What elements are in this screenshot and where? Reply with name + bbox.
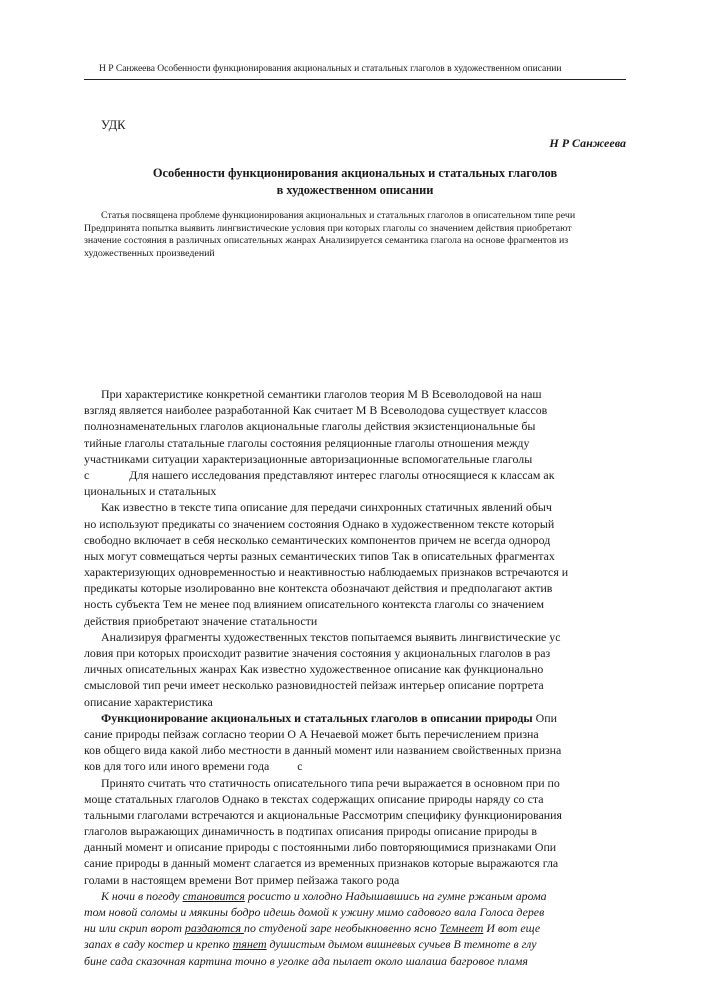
header-rule (84, 79, 626, 80)
body-line: голами в настоящем времени Вот пример пейзажа такого рода (84, 872, 400, 887)
body-line: смысловой тип речи имеет несколько разновидностей пейзаж интерьер описание портрета (84, 678, 544, 693)
body-line: свободно включает в себя несколько семантических компонентов причем не всегда однород (84, 532, 551, 547)
title-line: Особенности функционирования акциональных и статальных глаголов (152, 166, 558, 180)
section-heading: Функционирование акциональных и статальных глаголов в описании природы (101, 710, 533, 725)
body-line (84, 758, 626, 774)
body-line: моще статальных глаголов Однако в текстах содержащих описание природы наряду со ста (84, 791, 544, 806)
body-line: ков общего вида какой либо местности в данный момент или названием свойственных призна (84, 743, 562, 758)
body-line: предикаты которые изолированно вне контекста обозначают действия и предполагают актив (84, 581, 553, 596)
body-line: участниками ситуации характеризационные авторизационные вспомогательные глаголы (84, 451, 533, 466)
body-line: Анализируя фрагменты художественных текстов попытаемся выявить лингвистические ус (101, 629, 561, 644)
body-fragment: ков для того или иного времени года (84, 759, 270, 774)
body-fragment: Опи (532, 710, 557, 725)
body-line: описание характеристика (84, 694, 213, 709)
body-line: глаголов выражающих динамичность в подтипах описания природы описание природы в (84, 824, 538, 839)
body-line (84, 467, 626, 483)
quote-line (84, 888, 626, 904)
quote-fragment: росисто и холодно Надышавшись на гумне ржаным арома (244, 888, 547, 903)
title-line: в художественном описании (276, 183, 434, 197)
quote-fragment: душистым дымом вишневых сучьев В темноте в глу (266, 937, 537, 952)
body-fragment: Для нашего исследования представляют интерес глаголы относящиеся к классам ак (129, 467, 555, 482)
quote-fragment: К ночи в погоду (101, 888, 183, 903)
body-line: но используют предикаты со значением состояния Однако в художественном тексте который (84, 516, 555, 531)
author-name: Н Р Санжеева (549, 136, 626, 150)
body-line: данный момент и описание природы с постоянными либо повторяющимися признаками Опи (84, 840, 557, 855)
body-line: действия приобретают значение статальности (84, 613, 318, 628)
body-text (84, 386, 626, 969)
abstract-line: художественных произведений (84, 247, 215, 259)
body-line: характеризующих одновременностью и неактивностью наблюдаемых признаков встречаются и (84, 565, 569, 580)
running-header: Н Р Санжеева Особенности функционирования акциональных и статальных глаголов в художественном описании (99, 63, 562, 74)
quote-line (84, 936, 626, 952)
quote-line: том новой соломы и мякины бодро идешь домой к ужину мимо садового вала Голоса дерев (84, 905, 545, 919)
quote-fragment: по студеной заре необыкновенно ясно (244, 921, 440, 936)
body-fragment: с (84, 467, 90, 482)
abstract-line: значение состояния в различных описательных жанрах Анализируется семантика глагола на основе фрагментов из (84, 235, 569, 246)
quote-fragment: запах в саду костер и крепко (84, 937, 233, 952)
abstract-line: Предпринята попытка выявить лингвистические условия при которых глаголы со значением действия приобретают (84, 222, 572, 234)
highlighted-verb: тянет (232, 937, 267, 952)
quote-fragment: ни или скрип ворот (84, 921, 185, 936)
body-line (84, 710, 626, 726)
quote-fragment: И вот еще (483, 921, 541, 936)
udk-label: УДК (101, 118, 126, 132)
body-line: Принято считать что статичность описательного типа речи выражается в основном при по (101, 775, 560, 790)
body-line: циональных и статальных (84, 484, 217, 499)
abstract (84, 210, 626, 260)
body-line: личных описательных жанрах Как известно художественное описание как функционально (84, 662, 544, 677)
abstract-line: Статья посвящена проблеме функционирования акциональных и статальных глаголов в описательном типе речи (101, 210, 576, 221)
highlighted-verb: становится (182, 888, 245, 903)
body-line: ных могут совмещаться черты разных семантических типов Так в описательных фрагментах (84, 548, 555, 563)
body-fragment: с (297, 759, 303, 774)
body-line: Как известно в тексте типа описание для передачи синхронных статичных явлений обыч (101, 500, 552, 515)
quote-line (84, 920, 626, 936)
body-line: тальными глаголами встречаются и акциональные Рассмотрим специфику функционирования (84, 807, 562, 822)
quote-line: бине сада сказочная картина точно в уголке ада пылает около шалаша багровое пламя (84, 953, 528, 968)
highlighted-verb: раздаются (184, 921, 245, 936)
article-title (84, 165, 626, 199)
body-line: ловия при которых происходит развитие значения состояния у акциональных глаголов в раз (84, 646, 551, 660)
body-line: сание природы пейзаж согласно теории О А Нечаевой может быть перечислением призна (84, 726, 539, 741)
highlighted-verb: Темнеет (439, 921, 484, 936)
body-line: тийные глаголы статальные глаголы состояния реляционные глаголы отношения между (84, 435, 530, 450)
body-line: взгляд является наиболее разработанной Как считает М В Всеволодова существует классов (84, 403, 548, 418)
body-line: полнознаменательных глаголов акциональные глаголы действия экзистенциональные бы (84, 419, 536, 434)
body-line: При характеристике конкретной семантики глаголов теория М В Всеволодовой на наш (101, 387, 542, 401)
body-line: сание природы в данный момент слагается из временных признаков которые выражаются гла (84, 856, 559, 871)
body-line: ность субъекта Тем не менее под влиянием описательного контекста глаголы со значением (84, 597, 544, 612)
